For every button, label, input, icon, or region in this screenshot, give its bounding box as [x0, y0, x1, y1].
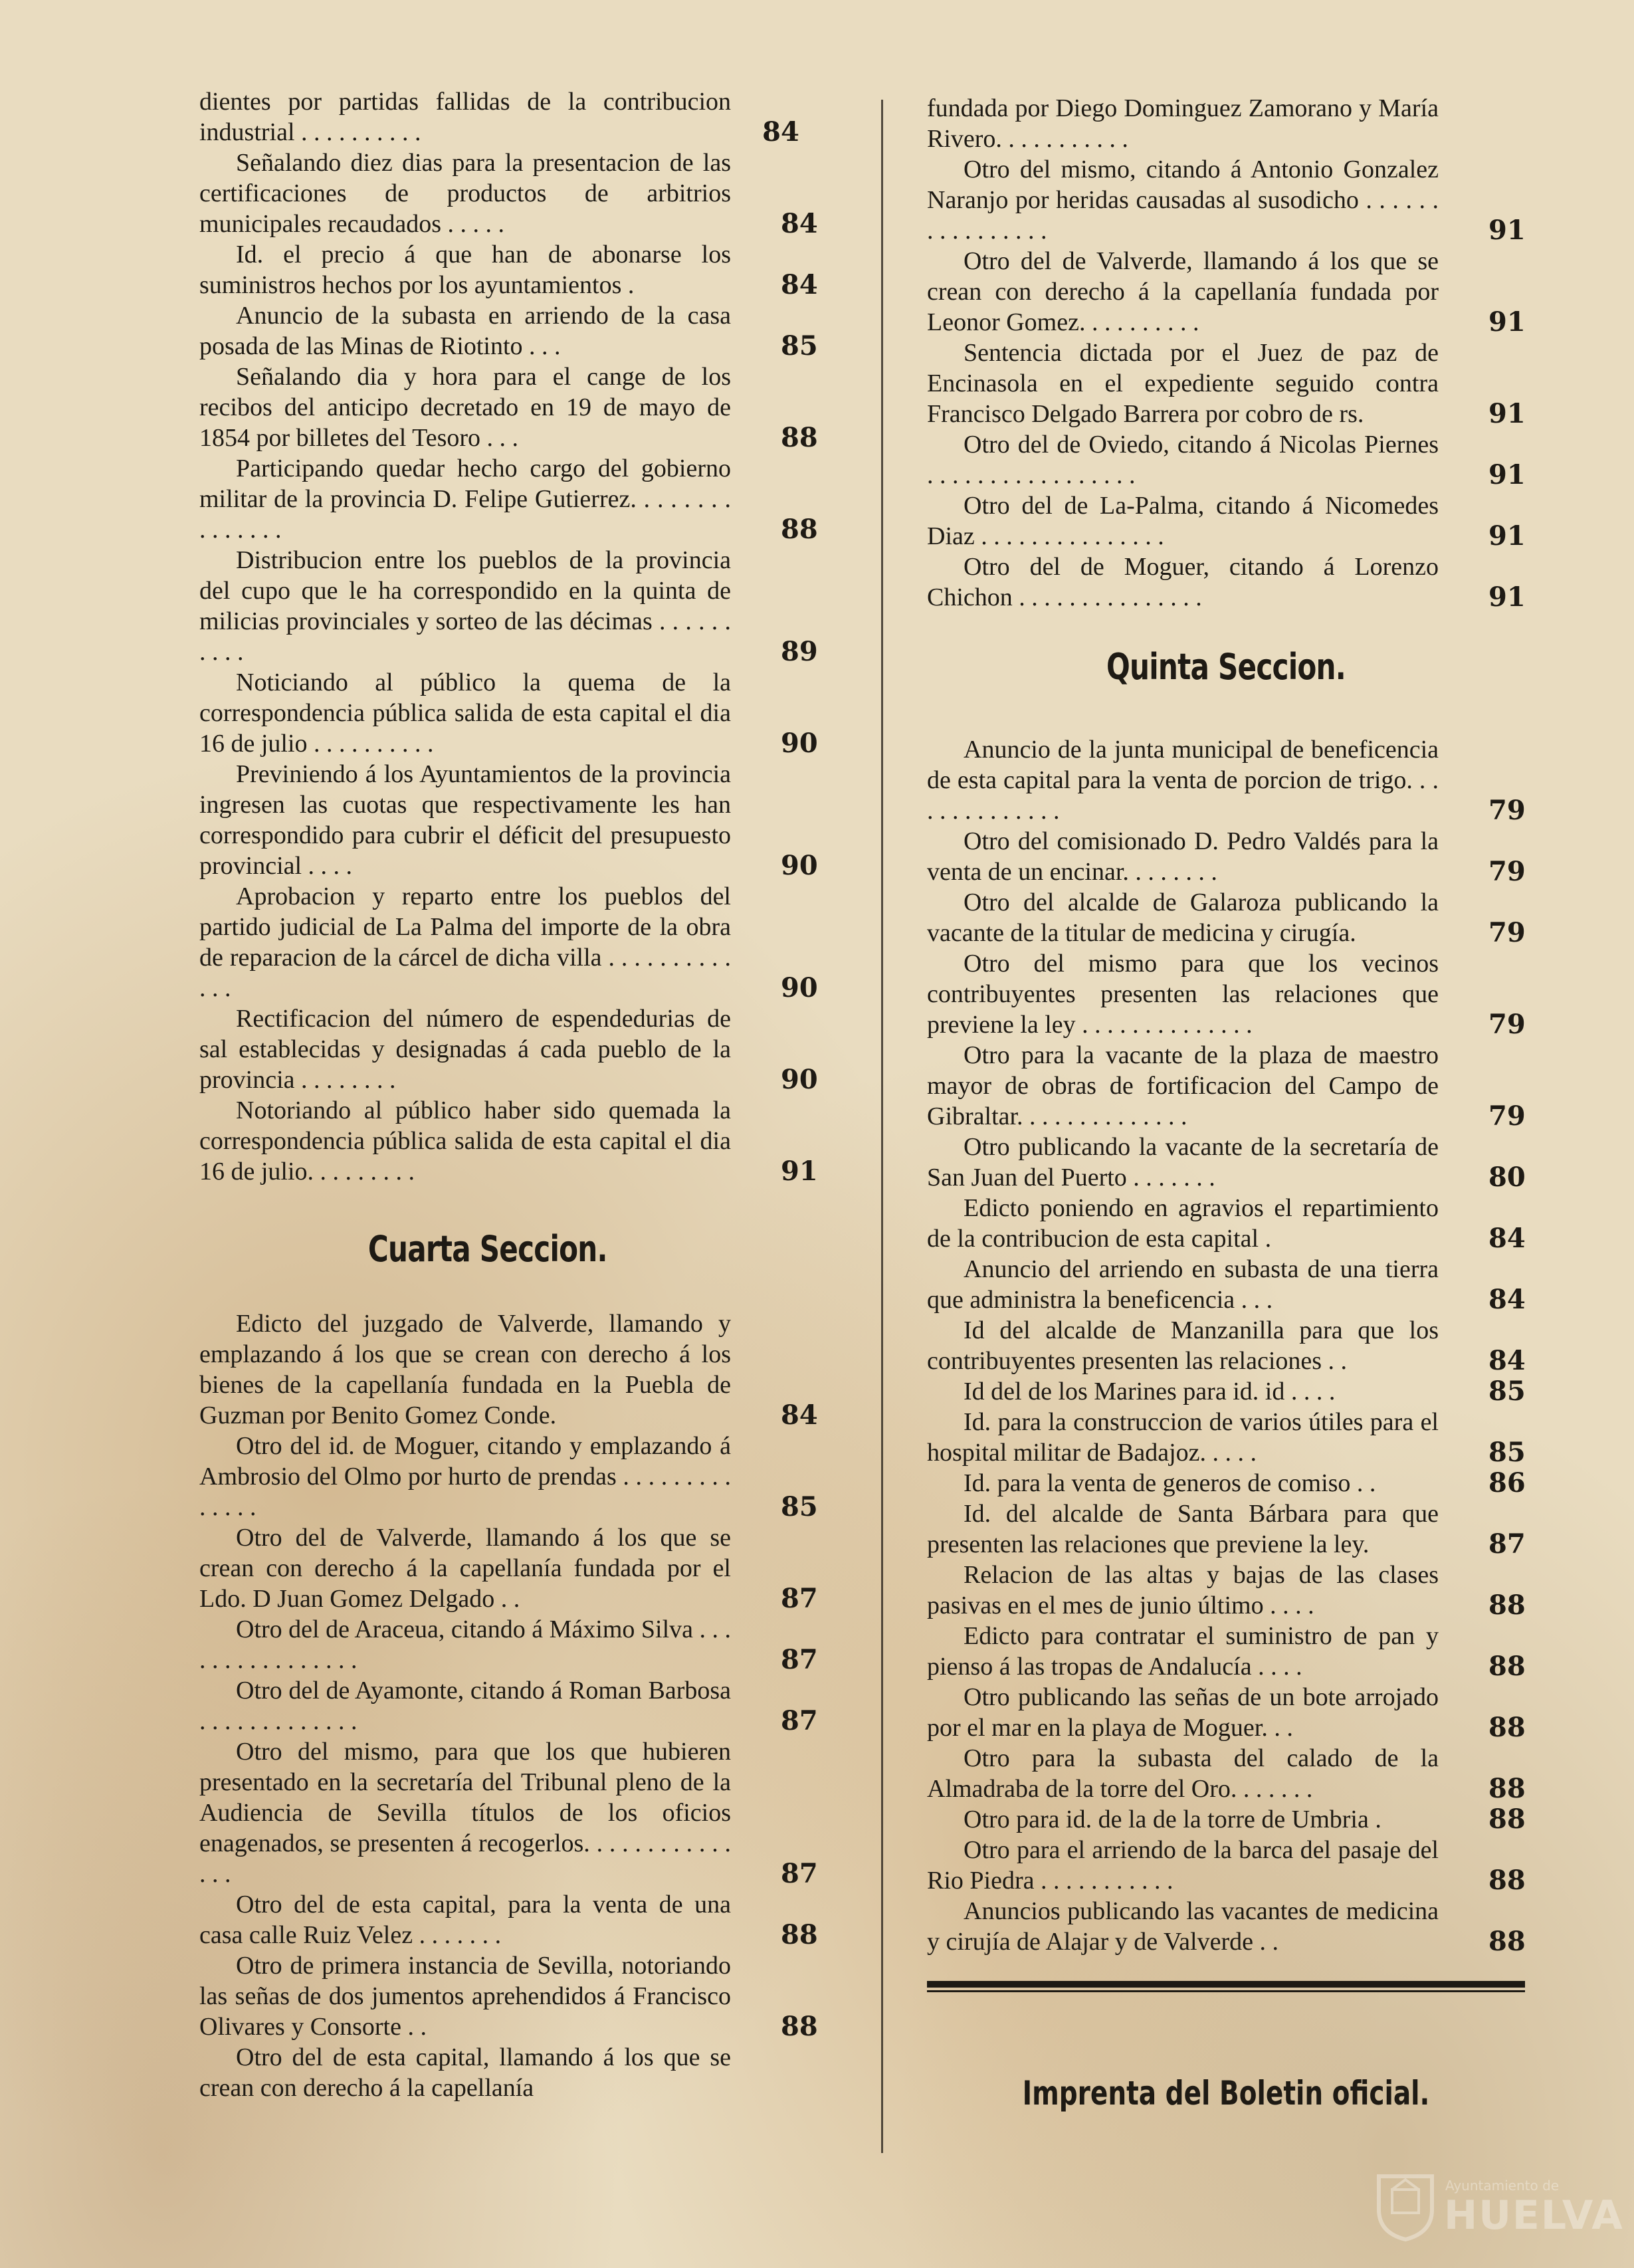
- entry-page-number: 87: [1488, 1528, 1526, 1560]
- entry-page-number: 91: [1488, 581, 1526, 613]
- entry-page-number: 84: [1488, 1284, 1526, 1315]
- section-heading-quinta: Quinta Seccion.: [1106, 646, 1346, 688]
- entry-text: Rectificacion del número de espendedurias de sal establecidas y designadas á cada pueblo de la provincia . . . . . . . .: [199, 1005, 731, 1094]
- entry-text: Participando quedar hecho cargo del gobierno militar de la provincia D. Felipe Gutierrez. . . . . . . . . . . . . . .: [199, 455, 731, 544]
- entry-page-number: 84: [781, 208, 818, 239]
- entry-text: Otro publicando las señas de un bote arrojado por el mar en la playa de Moguer. . .: [927, 1683, 1439, 1742]
- entry-page-number: 88: [781, 422, 818, 453]
- right-index-entries-b: [927, 734, 1525, 1957]
- index-entry: [199, 1736, 817, 1889]
- index-entry: [927, 1682, 1525, 1743]
- index-entry: [199, 1095, 817, 1187]
- entry-page-number: 88: [1488, 1804, 1526, 1835]
- entry-page-number: 88: [781, 2011, 818, 2042]
- entry-page-number: 85: [1488, 1376, 1526, 1407]
- index-entry: [199, 1431, 817, 1522]
- index-entry: [199, 1675, 817, 1736]
- entry-page-number: 84: [781, 1399, 818, 1431]
- entry-text: Otro del id. de Moguer, citando y emplazando á Ambrosio del Olmo por hurto de prendas . . . . . . . . . . . . . .: [199, 1432, 731, 1521]
- entry-page-number: 79: [1488, 795, 1526, 826]
- entry-page-number: 88: [1488, 1651, 1526, 1682]
- entry-page-number: 91: [1488, 306, 1526, 338]
- entry-text: Noticiando al público la quema de la correspondencia pública salida de esta capital el dia 16 de julio . . . . . . . . . .: [199, 669, 731, 758]
- index-entry: [199, 2042, 817, 2103]
- rule-thin-line: [927, 1990, 1525, 1992]
- entry-text: Notoriando al público haber sido quemada la correspondencia pública salida de esta capital el dia 16 de julio. . . . . . . . .: [199, 1096, 731, 1186]
- entry-text: Otro del mismo, para que los que hubieren presentado en la secretaría del Tribunal pleno de la Audiencia de Sevilla títulos de los oficios enagenados, se presenten á recogerlos. . . . . . . . . . . . . . .: [199, 1738, 731, 1888]
- entry-page-number: 91: [1488, 459, 1526, 490]
- entry-text: Señalando diez dias para la presentacion de las certificaciones de productos de arbitrios municipales recaudados . . . . .: [199, 149, 731, 238]
- entry-text: Id. para la venta de generos de comiso . .: [964, 1469, 1376, 1497]
- entry-page-number: 79: [1488, 1100, 1526, 1132]
- entry-text: Edicto poniendo en agravios el repartimiento de la contribucion de esta capital .: [927, 1194, 1439, 1253]
- entry-page-number: 87: [781, 1858, 818, 1889]
- index-entry: [927, 338, 1525, 429]
- entry-page-number: 88: [781, 1919, 818, 1950]
- index-entry: [199, 881, 817, 1003]
- index-entry: [927, 734, 1525, 826]
- index-entry: [927, 1621, 1525, 1682]
- entry-text: fundada por Diego Dominguez Zamorano y María Rivero. . . . . . . . . . .: [927, 94, 1439, 153]
- entry-text: Anuncio del arriendo en subasta de una tierra que administra la beneficencia . . .: [927, 1255, 1439, 1314]
- section-heading-cuarta: Cuarta Seccion.: [367, 1228, 607, 1270]
- index-entry: [927, 552, 1525, 613]
- index-entry: [927, 1315, 1525, 1376]
- entry-page-number: 79: [1488, 856, 1526, 887]
- index-entry: [927, 1835, 1525, 1896]
- entry-page-number: 85: [781, 330, 818, 361]
- index-entry: [927, 1498, 1525, 1560]
- index-entry: [927, 887, 1525, 948]
- index-entry: [199, 239, 817, 300]
- left-column: [199, 86, 817, 2103]
- index-entry: [927, 948, 1525, 1040]
- entry-text: Otro del de esta capital, para la venta de una casa calle Ruiz Velez . . . . . . .: [199, 1891, 731, 1949]
- entry-text: Otro del de La-Palma, citando á Nicomedes Diaz . . . . . . . . . . . . . . .: [927, 492, 1439, 550]
- index-entry: [199, 759, 817, 881]
- entry-page-number: 84: [762, 116, 799, 148]
- entry-text: Distribucion entre los pueblos de la provincia del cupo que le ha correspondido en la quinta de milicias provinciales y sorteo de las décimas . . . . . . . . . .: [199, 546, 731, 666]
- entry-page-number: 90: [781, 972, 818, 1003]
- index-entry: [199, 300, 817, 361]
- index-entry: [927, 154, 1525, 246]
- right-index-entries-a: [927, 93, 1525, 613]
- entry-text: Id. el precio á que han de abonarse los suministros hechos por los ayuntamientos .: [199, 241, 731, 299]
- entry-page-number: 79: [1488, 1009, 1526, 1040]
- entry-page-number: 90: [781, 1064, 818, 1095]
- entry-text: Otro del de Valverde, llamando á los que se crean con derecho á la capellanía fundada por Leonor Gomez. . . . . . . . . .: [927, 247, 1439, 336]
- index-entry: [927, 1468, 1525, 1498]
- index-entry: [199, 1003, 817, 1095]
- imprint-line: Imprenta del Boletin oficial.: [1022, 2074, 1430, 2113]
- entry-page-number: 80: [1488, 1162, 1526, 1193]
- right-column: [927, 93, 1525, 2113]
- index-entry: [927, 429, 1525, 490]
- entry-text: Otro del alcalde de Galaroza publicando la vacante de la titular de medicina y cirugía.: [927, 888, 1439, 947]
- index-entry: [927, 1743, 1525, 1804]
- entry-page-number: 88: [1488, 1712, 1526, 1743]
- index-entry: [199, 453, 817, 545]
- entry-text: Otro del mismo, citando á Antonio Gonzalez Naranjo por heridas causadas al susodicho . . . . . . . . . . . . . . . .: [927, 155, 1439, 245]
- entry-page-number: 86: [1488, 1467, 1526, 1498]
- index-entry: [199, 667, 817, 759]
- closing-double-rule: [927, 1977, 1525, 1994]
- index-entry: [927, 1254, 1525, 1315]
- entry-page-number: 89: [781, 636, 818, 667]
- index-entry: [927, 1407, 1525, 1468]
- index-entry: [199, 545, 817, 667]
- entry-text: Otro del de esta capital, llamando á los que se crean con derecho á la capellanía: [199, 2043, 731, 2102]
- entry-text: Id del de los Marines para id. id . . . .: [964, 1378, 1336, 1405]
- entry-page-number: 90: [781, 728, 818, 759]
- index-entry: [927, 1560, 1525, 1621]
- entry-page-number: 91: [1488, 398, 1526, 429]
- entry-text: Anuncio de la subasta en arriendo de la casa posada de las Minas de Riotinto . . .: [199, 302, 731, 360]
- entry-text: Id. del alcalde de Santa Bárbara para que presenten las relaciones que previene la ley.: [927, 1500, 1439, 1558]
- entry-page-number: 90: [781, 850, 818, 881]
- entry-text: Otro publicando la vacante de la secretaría de San Juan del Puerto . . . . . . .: [927, 1133, 1439, 1191]
- index-entry: [927, 1132, 1525, 1193]
- entry-text: Edicto para contratar el suministro de pan y pienso á las tropas de Andalucía . . . .: [927, 1622, 1439, 1681]
- index-entry: [199, 1308, 817, 1431]
- entry-text: Otro del mismo para que los vecinos contribuyentes presenten las relaciones que previene la ley . . . . . . . . . . . . . .: [927, 950, 1439, 1039]
- index-entry: [199, 1522, 817, 1614]
- rule-thick-line: [927, 1981, 1525, 1988]
- entry-text: Otro para el arriendo de la barca del pasaje del Rio Piedra . . . . . . . . . . .: [927, 1836, 1439, 1895]
- entry-page-number: 87: [781, 1644, 818, 1675]
- entry-text: Otro para id. de la de la torre de Umbria .: [964, 1805, 1381, 1833]
- city-shield-icon: [1372, 2170, 1439, 2243]
- entry-page-number: 88: [1488, 1773, 1526, 1804]
- index-entry: [927, 1804, 1525, 1835]
- index-entry: [927, 1376, 1525, 1407]
- watermark-big-text: HUELVA: [1444, 2192, 1624, 2239]
- entry-text: Anuncio de la junta municipal de beneficencia de esta capital para la venta de porcion de trigo. . . . . . . . . . . . . .: [927, 736, 1439, 825]
- entry-text: Otro del de Moguer, citando á Lorenzo Chichon . . . . . . . . . . . . . . .: [927, 553, 1439, 611]
- entry-page-number: 85: [1488, 1437, 1526, 1468]
- entry-text: Otro del de Ayamonte, citando á Roman Barbosa . . . . . . . . . . . . .: [199, 1677, 731, 1735]
- entry-text: dientes por partidas fallidas de la contribucion industrial . . . . . . . . . .: [199, 88, 731, 146]
- entry-page-number: 87: [781, 1583, 818, 1614]
- entry-text: Otro para la vacante de la plaza de maestro mayor de obras de fortificacion del Campo de Gibraltar. . . . . . . . . . . . . .: [927, 1041, 1439, 1130]
- entry-text: Id del alcalde de Manzanilla para que los contribuyentes presenten las relaciones . .: [927, 1316, 1439, 1375]
- entry-text: Id. para la construccion de varios útiles para el hospital militar de Badajoz. . . . .: [927, 1408, 1439, 1467]
- index-entry: [927, 490, 1525, 552]
- index-entry: [927, 246, 1525, 338]
- entry-page-number: 84: [1488, 1223, 1526, 1254]
- entry-text: Sentencia dictada por el Juez de paz de Encinasola en el expediente seguido contra Francisco Delgado Barrera por cobro de rs.: [927, 339, 1439, 428]
- entry-page-number: 91: [1488, 520, 1526, 552]
- index-entry: [199, 361, 817, 453]
- watermark-small-text: Ayuntamiento de: [1445, 2178, 1560, 2194]
- left-index-entries-a: [199, 86, 817, 1187]
- entry-page-number: 87: [781, 1705, 818, 1736]
- entry-page-number: 91: [1488, 215, 1526, 246]
- index-entry: [927, 1040, 1525, 1132]
- index-entry: [927, 1193, 1525, 1254]
- entry-page-number: 88: [781, 514, 818, 545]
- index-entry: [199, 148, 817, 239]
- entry-page-number: 91: [781, 1156, 818, 1187]
- entry-text: Aprobacion y reparto entre los pueblos del partido judicial de La Palma del importe de la obra de reparacion de la cárcel de dicha villa . . . . . . . . . . . . .: [199, 882, 731, 1002]
- index-entry: [927, 93, 1525, 154]
- entry-text: Previniendo á los Ayuntamientos de la provincia ingresen las cuotas que respectivamente les han correspondido para cubrir el déficit del presupuesto provincial . . . .: [199, 760, 731, 880]
- entry-page-number: 88: [1488, 1590, 1526, 1621]
- index-entry: [199, 1614, 817, 1675]
- entry-text: Otro del comisionado D. Pedro Valdés para la venta de un encinar. . . . . . . .: [927, 827, 1439, 886]
- entry-page-number: 84: [781, 269, 818, 300]
- entry-page-number: 88: [1488, 1865, 1526, 1896]
- entry-text: Señalando dia y hora para el cange de los recibos del anticipo decretado en 19 de mayo de 1854 por billetes del Tesoro . . .: [199, 363, 731, 452]
- column-divider: [881, 100, 883, 2153]
- entry-page-number: 79: [1488, 917, 1526, 948]
- entry-text: Edicto del juzgado de Valverde, llamando y emplazando á los que se crean con derecho á los bienes de la capellanía fundada en la Puebla de Guzman por Benito Gomez Conde.: [199, 1310, 731, 1429]
- index-entry: [927, 1896, 1525, 1957]
- entry-text: Anuncios publicando las vacantes de medicina y cirujía de Alajar y de Valverde . .: [927, 1897, 1439, 1956]
- entry-page-number: 84: [1488, 1345, 1526, 1376]
- entry-text: Otro del de Oviedo, citando á Nicolas Piernes . . . . . . . . . . . . . . . . .: [927, 431, 1439, 489]
- entry-text: Otro de primera instancia de Sevilla, notoriando las señas de dos jumentos aprehendidos á Francisco Olivares y Consorte . .: [199, 1952, 731, 2041]
- entry-text: Otro del de Araceua, citando á Máximo Silva . . . . . . . . . . . . . . . .: [199, 1615, 732, 1674]
- index-entry: [199, 86, 817, 148]
- entry-page-number: 85: [781, 1491, 818, 1522]
- entry-text: Otro del de Valverde, llamando á los que se crean con derecho á la capellanía fundada por el Ldo. D Juan Gomez Delgado . .: [199, 1524, 731, 1613]
- left-index-entries-b: [199, 1308, 817, 2103]
- huelva-watermark-logo: [1372, 2163, 1624, 2249]
- index-entry: [199, 1950, 817, 2042]
- index-entry: [199, 1889, 817, 1950]
- index-entry: [927, 826, 1525, 887]
- entry-text: Relacion de las altas y bajas de las clases pasivas en el mes de junio último . . . .: [927, 1561, 1439, 1619]
- entry-text: Otro para la subasta del calado de la Almadraba de la torre del Oro. . . . . . .: [927, 1744, 1439, 1803]
- entry-page-number: 88: [1488, 1926, 1526, 1957]
